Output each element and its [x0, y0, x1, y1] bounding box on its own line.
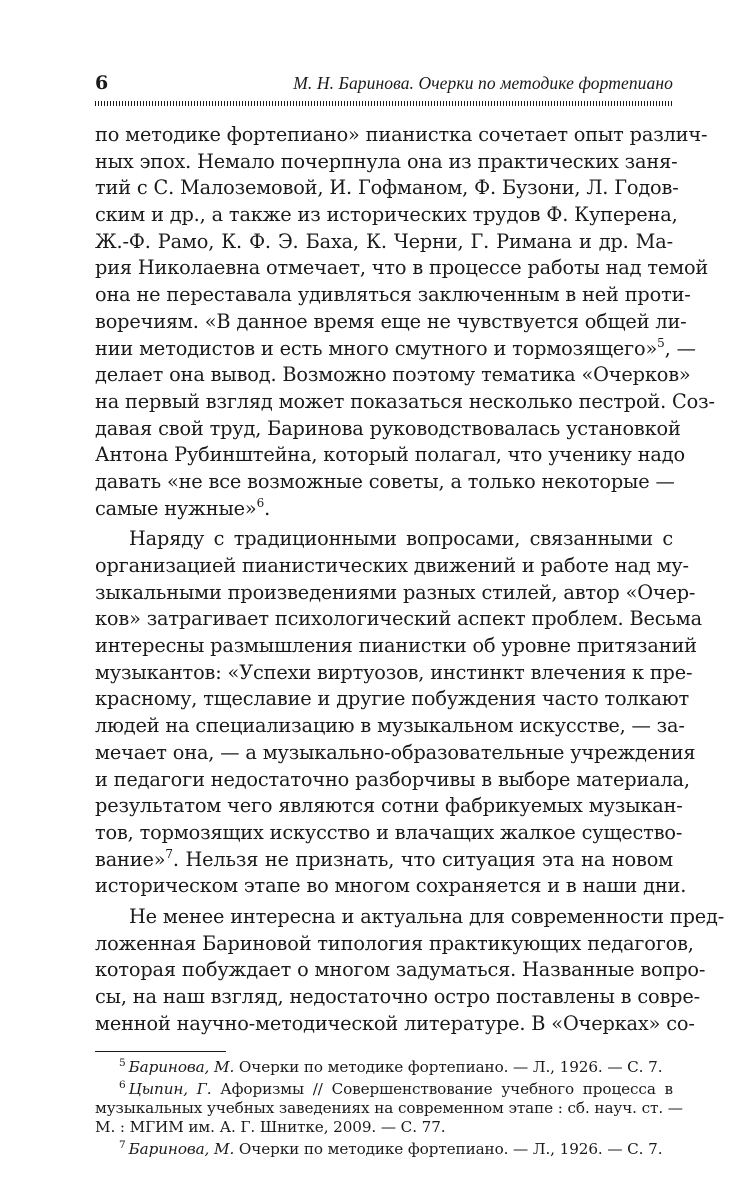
text-line: Антона Рубинштейна, который полагал, что ученику надо: [95, 443, 685, 467]
text-line: ложенная Бариновой типология практикующих педагогов,: [95, 931, 694, 955]
footnote-mark: 6: [119, 1079, 126, 1092]
text-line: вание»$^7$. Нельзя не признать, что ситуация эта на новом: [95, 846, 673, 871]
text-line: давая свой труд, Баринова руководствовалась установкой: [95, 416, 681, 440]
footnote-5: $^5$ Баринова, М. Очерки по методике фортепиано. — Л., 1926. — С. 7.: [119, 1057, 663, 1077]
footnote-separator: [95, 1051, 226, 1052]
running-title: М. Н. Баринова. Очерки по методике фортепиано: [293, 73, 673, 93]
footnote-6: $^6$ Цыпин, Г. Афоризмы // Совершенствование учебного процесса в: [119, 1079, 674, 1099]
text-line: самые нужные»$^6$.: [95, 495, 271, 520]
text-line: красному, тщеславие и другие побуждения часто толкают: [95, 687, 690, 711]
text-line: ных эпох. Немало почерпнула она из практических заня-: [95, 149, 678, 173]
text-line: давать «не все возможные советы, а только некоторые —: [95, 469, 675, 493]
text-line: делает она вывод. Возможно поэтому тематика «Очерков»: [95, 363, 691, 387]
header-dotted-rule: [95, 101, 673, 106]
text-line: людей на специализацию в музыкальном искусстве, — за-: [95, 714, 685, 738]
text-line: мечает она, — а музыкально-образовательные учреждения: [95, 740, 696, 764]
text-line: нии методистов и есть много смутного и тормозящего»$^5$, —: [95, 335, 696, 360]
page-number: 6: [95, 72, 109, 94]
text-line: по методике фортепиано» пианистка сочетает опыт различ-: [95, 123, 708, 146]
footnote-mark: 7: [119, 1139, 126, 1152]
text-line: тов, тормозящих искусство и влачащих жалкое существо-: [95, 820, 683, 844]
main-text: [95, 122, 725, 1037]
footnote-ref-6[interactable]: 6: [256, 495, 265, 510]
text-line: зыкальными произведениями разных стилей, автор «Очер-: [95, 580, 696, 604]
footnote-line: музыкальных учебных заведениях на современном этапе : сб. науч. ст. —: [95, 1099, 683, 1118]
text-line: организацией пианистических движений и работе над му-: [95, 554, 689, 577]
footnote-7: $^7$ Баринова, М. Очерки по методике фортепиано. — Л., 1926. — С. 7.: [119, 1139, 663, 1159]
text-line: интересны размышления пианистки об уровне притязаний: [95, 634, 697, 658]
text-line: сы, на наш взгляд, недостаточно остро поставлены в совре-: [95, 985, 700, 1008]
text-line: историческом этапе во многом сохраняется и в наши дни.: [95, 874, 687, 898]
footnote-author: Баринова, М.: [128, 1058, 235, 1077]
text-line: воречиям. «В данное время еще не чувствуется общей ли-: [95, 309, 687, 333]
footnote-ref-5[interactable]: 5: [657, 335, 665, 350]
footnote-line: М. : МГИМ им. А. Г. Шнитке, 2009. — С. 77.: [95, 1118, 446, 1137]
text-line: Наряду с традиционными вопросами, связанными с: [129, 527, 673, 551]
footnotes: [95, 1057, 683, 1159]
footnote-mark: 5: [119, 1057, 126, 1070]
text-line: ским и др., а также из исторических трудов Ф. Куперена,: [95, 203, 678, 227]
text-line: ков» затрагивает психологический аспект проблем. Весьма: [95, 607, 702, 631]
footnote-ref-7[interactable]: 7: [165, 846, 173, 861]
text-line: Ж.-Ф. Рамо, К. Ф. Э. Баха, К. Черни, Г. Римана и др. Ма-: [95, 229, 673, 253]
text-line: и педагоги недостаточно разборчивы в выборе материала,: [95, 767, 690, 791]
text-line: менной научно-методической литературе. В «Очерках» со-: [95, 1011, 695, 1035]
text-line: она не переставала удивляться заключенным в ней проти-: [95, 283, 691, 307]
text-line: рия Николаевна отмечает, что в процессе работы над темой: [95, 256, 709, 280]
text-line: музыкантов: «Успехи виртуозов, инстинкт влечения к пре-: [95, 660, 693, 684]
text-line: тий с С. Малоземовой, И. Гофманом, Ф. Бузони, Л. Годов-: [95, 176, 679, 200]
text-line: которая побуждает о многом задуматься. Названные вопро-: [95, 958, 706, 982]
text-line: результатом чего являются сотни фабрикуемых музыкан-: [95, 794, 683, 818]
footnote-author: Баринова, М.: [128, 1140, 235, 1159]
text-line: Не менее интересна и актуальна для современности пред-: [129, 904, 725, 928]
book-page: [95, 72, 725, 1159]
footnote-author: Цыпин, Г.: [128, 1080, 212, 1099]
running-head: [95, 72, 673, 98]
text-line: на первый взгляд может показаться несколько пестрой. Соз-: [95, 389, 715, 413]
